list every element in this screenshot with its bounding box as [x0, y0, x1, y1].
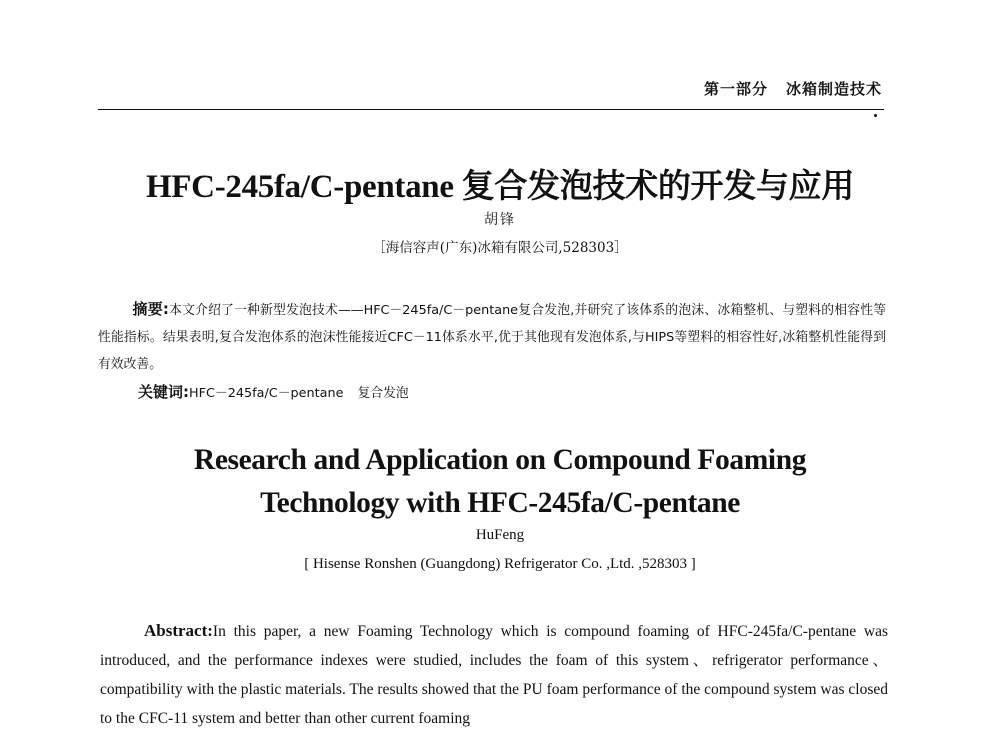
header-rule-dot	[874, 114, 877, 117]
english-abstract	[100, 616, 888, 733]
chinese-keywords-label: 关键词:	[138, 383, 189, 401]
running-head	[704, 78, 882, 99]
english-title	[0, 439, 1000, 525]
chinese-title: HFC-245fa/C-pentane 复合发泡技术的开发与应用	[145, 169, 855, 205]
chinese-abstract	[98, 296, 886, 378]
english-title-line-2: Technology with HFC-245fa/C-pentane	[260, 487, 740, 519]
english-author: HuFeng	[475, 527, 525, 543]
chinese-keyword-1: HFC－245fa/C－pentane	[189, 386, 344, 401]
chinese-abstract-label: 摘要:	[132, 300, 169, 318]
chinese-abstract-text: 本文介绍了一种新型发泡技术——HFC－245fa/C－pentane复合发泡,并研究了该体系的泡沫、冰箱整机、与塑料的相容性等性能指标。结果表明,复合发泡体系的泡沫性能接近CFC－11体系水平,优于其他现有发泡体系,与HIPS等塑料的相容性好,冰箱整机性能得到有效改善。	[98, 303, 886, 372]
chinese-keywords	[138, 381, 888, 402]
english-title-line-1: Research and Application on Compound Foaming	[193, 444, 807, 476]
english-abstract-label: Abstract:	[144, 621, 213, 640]
chinese-affiliation: ［海信容声(广东)冰箱有限公司,528303］	[372, 240, 628, 256]
chinese-keyword-2: 复合发泡	[357, 386, 409, 401]
english-abstract-text: In this paper, a new Foaming Technology which is compound foaming of HFC-245fa/C-pentane was introduced, and the performance indexes were studied, includes the foam of this system、refrigerator performance、compatibility with the plastic materials. The results showed that the PU foam performance of the compound system was closed to the CFC-11 system and better than other current foaming	[100, 623, 888, 727]
english-affiliation: [ Hisense Ronshen (Guangdong) Refrigerator Co. ,Ltd. ,528303 ]	[304, 556, 696, 572]
header-rule	[98, 109, 884, 110]
running-head-part: 第一部分	[703, 80, 768, 98]
running-head-section: 冰箱制造技术	[785, 80, 882, 98]
chinese-author: 胡锋	[484, 212, 516, 228]
